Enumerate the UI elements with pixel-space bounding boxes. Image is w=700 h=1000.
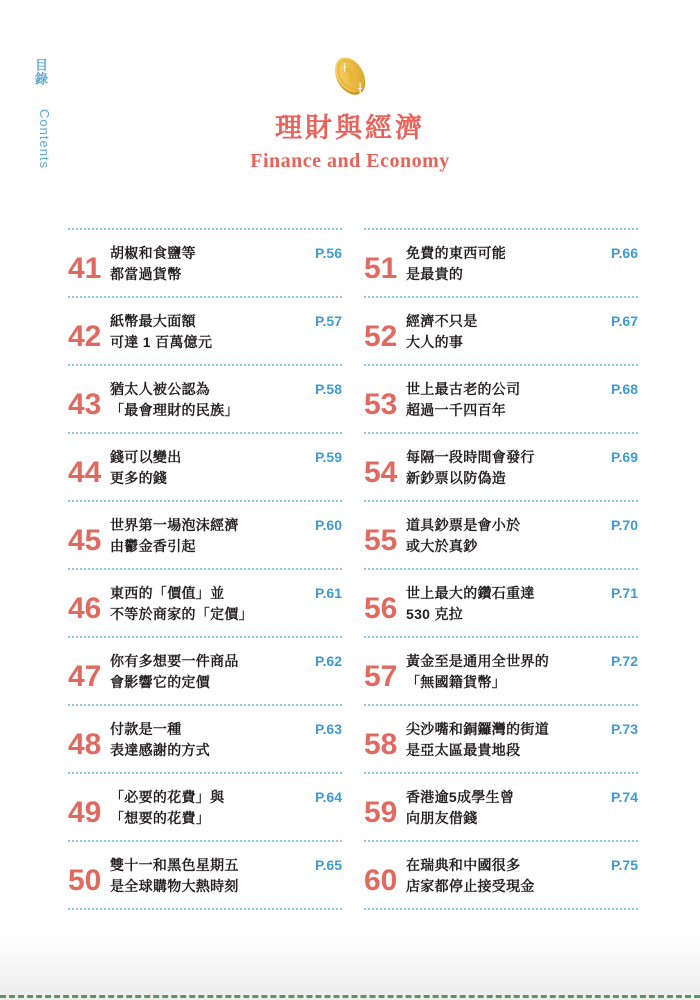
page-title-chinese: 理財與經濟 bbox=[275, 113, 425, 143]
entry-title bbox=[406, 243, 611, 285]
entry-page-number: P.72 bbox=[611, 653, 638, 669]
entry-title-line1: 錢可以變出 bbox=[110, 449, 182, 465]
entry-page-number: P.58 bbox=[315, 381, 342, 397]
entry-number: 52 bbox=[364, 320, 398, 353]
toc-entry[interactable] bbox=[364, 772, 638, 840]
toc-entry[interactable] bbox=[68, 364, 342, 432]
gold-coin-icon bbox=[0, 44, 700, 106]
toc-entry[interactable] bbox=[364, 636, 638, 704]
entry-title-line2: 不等於商家的「定價」 bbox=[110, 606, 253, 622]
entry-title bbox=[406, 787, 611, 829]
entry-title-line1: 「必要的花費」與 bbox=[110, 789, 225, 805]
entry-title bbox=[110, 447, 315, 489]
toc-entry[interactable] bbox=[364, 432, 638, 500]
entry-title-line2: 店家都停止接受現金 bbox=[406, 878, 535, 894]
entry-number: 55 bbox=[364, 524, 398, 557]
entry-title-line2: 可達 1 百萬億元 bbox=[110, 334, 213, 350]
entry-title bbox=[110, 719, 315, 761]
entry-number: 49 bbox=[68, 796, 102, 829]
entry-title-line2: 向朋友借錢 bbox=[406, 810, 478, 826]
entry-number: 53 bbox=[364, 388, 398, 421]
toc-entry[interactable] bbox=[68, 704, 342, 772]
entry-title-line1: 經濟不只是 bbox=[406, 313, 478, 329]
side-label-chinese: 目錄 bbox=[33, 58, 48, 86]
entry-title bbox=[406, 515, 611, 557]
entry-number: 58 bbox=[364, 728, 398, 761]
entry-number: 56 bbox=[364, 592, 398, 625]
entry-number: 59 bbox=[364, 796, 398, 829]
entry-title bbox=[110, 379, 315, 421]
entry-title-line1: 免費的東西可能 bbox=[406, 245, 507, 261]
toc-entry[interactable] bbox=[68, 500, 342, 568]
toc-column-right bbox=[364, 228, 638, 910]
entry-title bbox=[406, 379, 611, 421]
entry-title bbox=[406, 583, 611, 625]
toc-entry[interactable] bbox=[68, 636, 342, 704]
entry-title-line2: 新鈔票以防偽造 bbox=[406, 470, 507, 486]
entry-page-number: P.74 bbox=[611, 789, 638, 805]
entry-title bbox=[406, 651, 611, 693]
entry-title bbox=[406, 447, 611, 489]
entry-number: 44 bbox=[68, 456, 102, 489]
entry-title-line2: 是最貴的 bbox=[406, 266, 464, 282]
entry-title-line2: 「最會理財的民族」 bbox=[110, 402, 239, 418]
toc-entry[interactable] bbox=[68, 568, 342, 636]
entry-title-line2: 或大於真鈔 bbox=[406, 538, 478, 554]
entry-title-line2: 大人的事 bbox=[406, 334, 464, 350]
entry-title-line1: 胡椒和食鹽等 bbox=[110, 245, 196, 261]
side-label-english: Contents bbox=[37, 109, 52, 170]
entry-page-number: P.56 bbox=[315, 245, 342, 261]
entry-title-line2: 表達感謝的方式 bbox=[110, 742, 211, 758]
entry-number: 45 bbox=[68, 524, 102, 557]
page-cut-line bbox=[0, 995, 700, 998]
entry-page-number: P.59 bbox=[315, 449, 342, 465]
entry-title bbox=[406, 311, 611, 353]
entry-number: 50 bbox=[68, 864, 102, 897]
entry-page-number: P.60 bbox=[315, 517, 342, 533]
entry-title-line1: 世界第一場泡沫經濟 bbox=[110, 517, 239, 533]
entry-title bbox=[110, 515, 315, 557]
toc-column-left bbox=[68, 228, 342, 910]
toc-entry[interactable] bbox=[364, 228, 638, 296]
entry-title bbox=[110, 651, 315, 693]
entry-title-line1: 每隔一段時間會發行 bbox=[406, 449, 535, 465]
toc-entry[interactable] bbox=[68, 840, 342, 910]
entry-page-number: P.66 bbox=[611, 245, 638, 261]
entry-title-line2: 是亞太區最貴地段 bbox=[406, 742, 521, 758]
entry-title-line1: 紙幣最大面額 bbox=[110, 313, 196, 329]
toc-entry[interactable] bbox=[364, 364, 638, 432]
toc-entry[interactable] bbox=[364, 568, 638, 636]
toc-entry[interactable] bbox=[364, 500, 638, 568]
entry-title-line1: 東西的「價值」並 bbox=[110, 585, 225, 601]
toc-entry[interactable] bbox=[68, 432, 342, 500]
entry-page-number: P.70 bbox=[611, 517, 638, 533]
entry-title bbox=[110, 787, 315, 829]
page-header bbox=[0, 44, 700, 173]
entry-title-line1: 世上最古老的公司 bbox=[406, 381, 521, 397]
entry-title-line2: 「無國籍貨幣」 bbox=[406, 674, 507, 690]
entry-number: 42 bbox=[68, 320, 102, 353]
entry-title-line2: 由鬱金香引起 bbox=[110, 538, 196, 554]
entry-title-line1: 在瑞典和中國很多 bbox=[406, 857, 521, 873]
entry-page-number: P.67 bbox=[611, 313, 638, 329]
entry-title bbox=[406, 855, 611, 897]
entry-page-number: P.65 bbox=[315, 857, 342, 873]
entry-title-line2: 「想要的花費」 bbox=[110, 810, 211, 826]
toc-entry[interactable] bbox=[364, 704, 638, 772]
entry-title bbox=[110, 243, 315, 285]
entry-title-line1: 雙十一和黑色星期五 bbox=[110, 857, 239, 873]
toc-entry[interactable] bbox=[68, 228, 342, 296]
entry-page-number: P.61 bbox=[315, 585, 342, 601]
toc-entry[interactable] bbox=[364, 840, 638, 910]
entry-number: 46 bbox=[68, 592, 102, 625]
entry-page-number: P.63 bbox=[315, 721, 342, 737]
entry-title-line1: 尖沙嘴和銅鑼灣的街道 bbox=[406, 721, 549, 737]
entry-title-line1: 猶太人被公認為 bbox=[110, 381, 211, 397]
entry-number: 47 bbox=[68, 660, 102, 693]
entry-title-line2: 是全球購物大熱時刻 bbox=[110, 878, 239, 894]
entry-page-number: P.75 bbox=[611, 857, 638, 873]
toc-entry[interactable] bbox=[68, 772, 342, 840]
entry-title bbox=[110, 311, 315, 353]
entry-title bbox=[110, 855, 315, 897]
entry-number: 54 bbox=[364, 456, 398, 489]
page-bottom-fade bbox=[0, 930, 700, 1000]
entry-page-number: P.73 bbox=[611, 721, 638, 737]
entry-number: 60 bbox=[364, 864, 398, 897]
entry-title bbox=[110, 583, 315, 625]
entry-page-number: P.57 bbox=[315, 313, 342, 329]
toc-entry[interactable] bbox=[68, 296, 342, 364]
entry-number: 57 bbox=[364, 660, 398, 693]
entry-title-line1: 你有多想要一件商品 bbox=[110, 653, 239, 669]
entry-title-line1: 世上最大的鑽石重達 bbox=[406, 585, 535, 601]
entry-title-line2: 530 克拉 bbox=[406, 606, 464, 622]
entry-number: 51 bbox=[364, 252, 398, 285]
entry-number: 41 bbox=[68, 252, 102, 285]
entry-title bbox=[406, 719, 611, 761]
entry-title-line2: 超過一千四百年 bbox=[406, 402, 507, 418]
toc-entry[interactable] bbox=[364, 296, 638, 364]
entry-number: 43 bbox=[68, 388, 102, 421]
table-of-contents bbox=[68, 228, 638, 910]
entry-page-number: P.62 bbox=[315, 653, 342, 669]
entry-number: 48 bbox=[68, 728, 102, 761]
entry-title-line1: 道具鈔票是會小於 bbox=[406, 517, 521, 533]
entry-title-line1: 香港逾5成學生曾 bbox=[406, 789, 515, 805]
entry-page-number: P.64 bbox=[315, 789, 342, 805]
entry-page-number: P.68 bbox=[611, 381, 638, 397]
entry-title-line1: 黃金至是通用全世界的 bbox=[406, 653, 549, 669]
entry-title-line1: 付款是一種 bbox=[110, 721, 182, 737]
entry-title-line2: 都當過貨幣 bbox=[110, 266, 182, 282]
entry-page-number: P.71 bbox=[611, 585, 638, 601]
entry-title-line2: 更多的錢 bbox=[110, 470, 168, 486]
page-title-english: Finance and Economy bbox=[250, 150, 450, 173]
entry-title-line2: 會影響它的定價 bbox=[110, 674, 211, 690]
entry-page-number: P.69 bbox=[611, 449, 638, 465]
